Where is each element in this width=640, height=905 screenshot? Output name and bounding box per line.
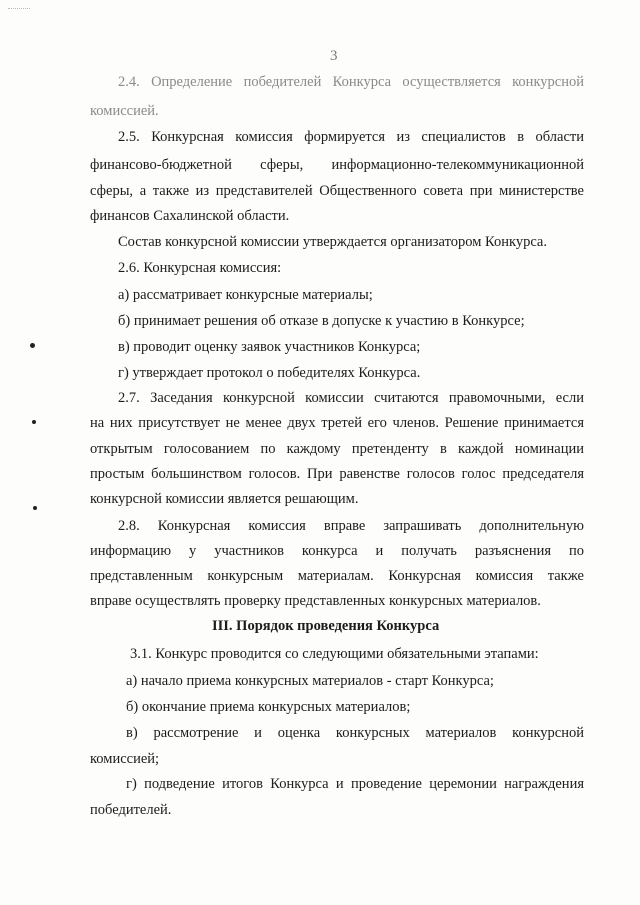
- list-item: г) подведение итогов Конкурса и проведение церемонии награждения: [126, 776, 584, 792]
- list-item: в) рассмотрение и оценка конкурсных материалов конкурсной: [126, 725, 584, 741]
- list-item: б) принимает решения об отказе в допуске к участию в Конкурсе;: [118, 313, 525, 329]
- text-line: 2.7. Заседания конкурсной комиссии считаются правомочными, если: [118, 390, 584, 406]
- text-line: простым большинством голосов. При равенстве голосов голос председателя: [90, 466, 584, 482]
- text-line: 2.8. Конкурсная комиссия вправе запрашивать дополнительную: [118, 518, 584, 534]
- list-item: б) окончание приема конкурсных материалов;: [126, 699, 411, 715]
- text-line: представленным конкурсным материалам. Конкурсная комиссия также: [90, 568, 584, 584]
- text-line: информацию у участников конкурса и получать разъяснения по: [90, 543, 584, 559]
- list-item: а) начало приема конкурсных материалов - старт Конкурса;: [126, 673, 494, 689]
- text-line: сферы, а также из представителей Общественного совета при министерстве: [90, 183, 584, 199]
- text-line: финансов Сахалинской области.: [90, 208, 290, 224]
- text-line: на них присутствует не менее двух третей его членов. Решение принимается: [90, 415, 584, 431]
- text-line: финансово-бюджетной сферы, информационно-телекоммуникационной: [90, 157, 584, 173]
- text-line: вправе осуществлять проверку представленных конкурсных материалов.: [90, 593, 541, 609]
- section-heading: III. Порядок проведения Конкурса: [212, 618, 440, 634]
- text-line: конкурсной комиссии является решающим.: [90, 491, 359, 507]
- text-line: победителей.: [90, 802, 172, 818]
- text-line: открытым голосованием по каждому претенденту в каждой номинации: [90, 441, 584, 457]
- scan-artifact: [8, 8, 30, 12]
- list-item: а) рассматривает конкурсные материалы;: [118, 287, 373, 303]
- text-line: 2.6. Конкурсная комиссия:: [118, 260, 282, 276]
- scan-speck: [33, 506, 37, 510]
- scan-speck: [32, 420, 36, 424]
- page-number: 3: [330, 48, 338, 64]
- text-line: 2.4. Определение победителей Конкурса осуществляется конкурсной: [118, 74, 584, 90]
- text-line: 3.1. Конкурс проводится со следующими обязательными этапами:: [130, 646, 539, 662]
- list-item: г) утверждает протокол о победителях Конкурса.: [118, 365, 421, 381]
- text-line: Состав конкурсной комиссии утверждается организатором Конкурса.: [118, 234, 547, 250]
- text-line: комиссией.: [90, 103, 159, 119]
- text-line: 2.5. Конкурсная комиссия формируется из специалистов в области: [118, 129, 584, 145]
- scan-speck: [30, 343, 35, 348]
- text-line: комиссией;: [90, 751, 160, 767]
- list-item: в) проводит оценку заявок участников Конкурса;: [118, 339, 421, 355]
